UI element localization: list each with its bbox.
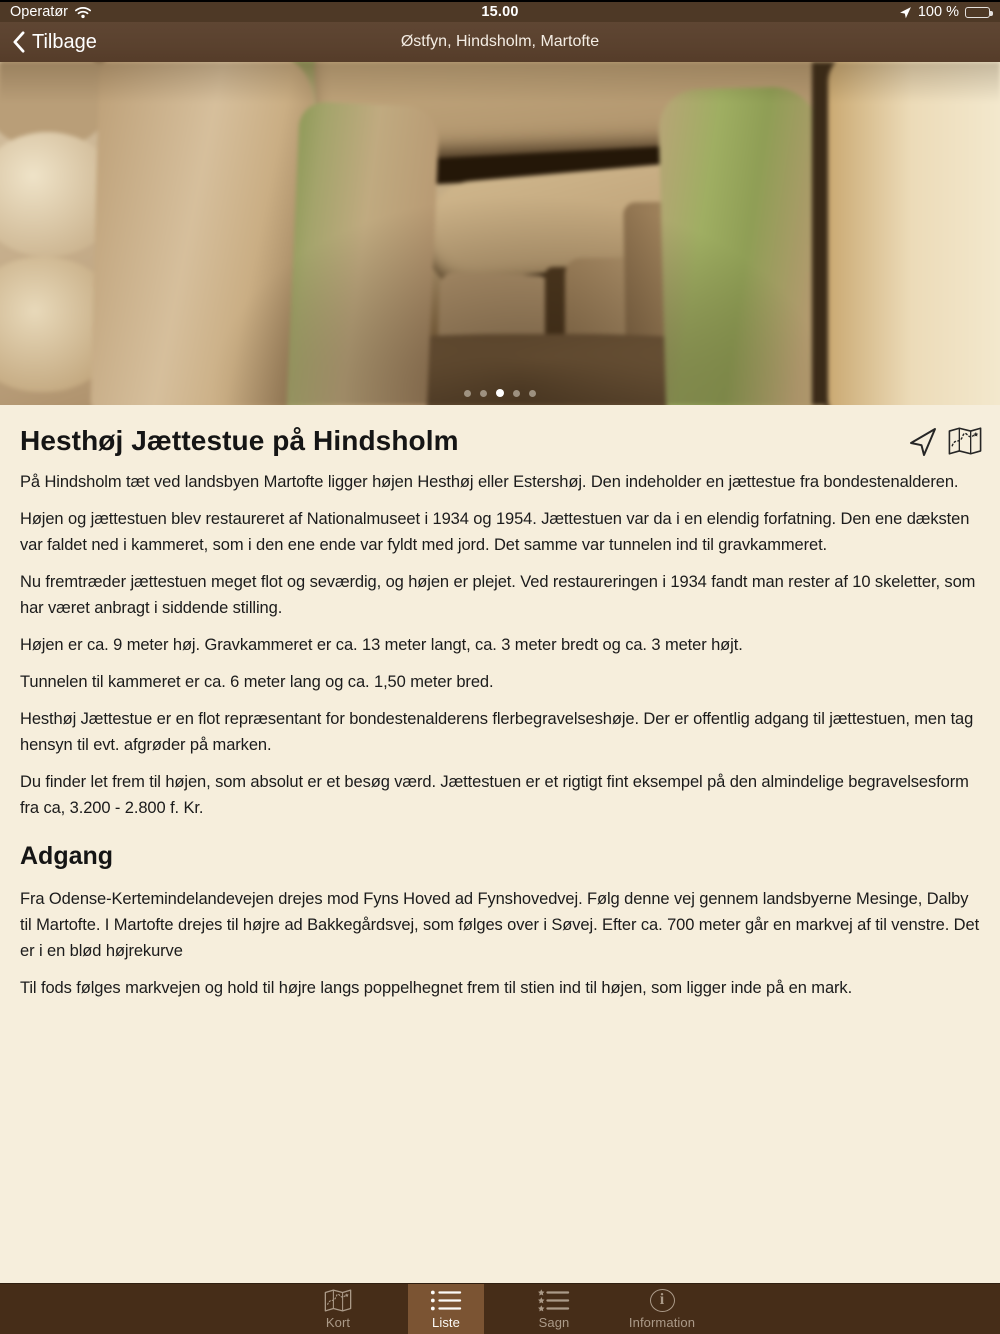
tab-label-kort: Kort	[325, 1315, 351, 1330]
page-dot[interactable]	[513, 390, 520, 397]
photo-carousel[interactable]	[0, 62, 1000, 405]
list-icon	[430, 1289, 462, 1312]
article-paragraph: Hesthøj Jættestue er en flot repræsentant for bondestenalderens flerbegravelseshøje. Der er offentlig adgang til jættestuen, men tag hensyn til evt. afgrøder på marken.	[20, 710, 974, 754]
navigation-bar	[0, 22, 1000, 62]
article-paragraph: Tunnelen til kammeret er ca. 6 meter lang og ca. 1,50 meter bred.	[20, 673, 494, 691]
back-chevron-icon	[12, 31, 25, 53]
page-dot[interactable]	[529, 390, 536, 397]
article-paragraph: Fra Odense-Kertemindelandevejen drejes mod Fyns Hoved ad Fynshovedvej. Følg denne vej gennem landsbyerne Mesinge, Dalby til Martofte. I Martofte drejes til højre ad Bakkegårdsvej, som følges over i Søvej. Efter ca. 700 meter går en markvej af til venstre. Det er i en blød højrekurve	[20, 890, 980, 960]
section-heading-adgang: Adgang	[20, 842, 114, 870]
article-paragraph: Nu fremtræder jættestuen meget flot og seværdig, og højen er plejet. Ved restaureringen i 1934 fandt man rester af 10 skeletter, som har været anbragt i siddende stilling.	[20, 573, 976, 617]
article-title: Hesthøj Jættestue på Hindsholm	[20, 425, 459, 456]
article-paragraph: Højen og jættestuen blev restaureret af Nationalmuseet i 1934 og 1954. Jættestuen var da i en elendig forfatning. Den ene dæksten var faldet ned i kammeret, som i den ene ende var fyldt med jord. Det samme var tunnelen ind til gravkammeret.	[20, 510, 970, 554]
back-label: Tilbage	[32, 30, 97, 53]
article-paragraph: På Hindsholm tæt ved landsbyen Martofte ligger højen Hesthøj eller Estershøj. Den indeholder en jættestue fra bondestenalderen.	[20, 473, 959, 491]
article-paragraph: Du finder let frem til højen, som absolut er et besøg værd. Jættestuen er et rigtigt fint eksempel på den almindelige begravelsesform fra ca, 3.200 - 2.800 f. Kr.	[20, 773, 969, 817]
article-paragraph: Til fods følges markvejen og hold til højre langs poppelhegnet frem til stien ind til højen, som ligger inde på en mark.	[20, 979, 853, 997]
carrier-label: Operatør	[10, 4, 69, 20]
passage-grave-photo	[0, 62, 1000, 405]
tab-liste[interactable]	[408, 1284, 484, 1334]
tab-label-liste: Liste	[432, 1315, 460, 1330]
info-icon: i	[650, 1289, 675, 1312]
page-dot-active[interactable]	[496, 389, 504, 397]
location-arrow-icon	[899, 6, 912, 19]
tab-bar	[0, 1283, 1000, 1334]
tab-kort[interactable]	[300, 1284, 376, 1334]
tab-information[interactable]	[624, 1284, 700, 1334]
tab-sagn[interactable]	[516, 1284, 592, 1334]
article-content	[0, 405, 1000, 1283]
back-button[interactable]	[12, 22, 97, 62]
legend-list-icon	[538, 1289, 570, 1312]
page-dots	[0, 390, 1000, 398]
tab-label-sagn: Sagn	[538, 1315, 570, 1330]
page-dot[interactable]	[464, 390, 471, 397]
map-icon[interactable]	[948, 426, 982, 456]
battery-percent: 100 %	[917, 4, 959, 20]
clock: 15.00	[481, 4, 519, 20]
battery-icon	[965, 7, 990, 18]
article-paragraph: Højen er ca. 9 meter høj. Gravkammeret er ca. 13 meter langt, ca. 3 meter bredt og ca. 3 meter højt.	[20, 636, 743, 654]
directions-arrow-icon[interactable]	[907, 425, 939, 457]
screen-top-edge	[0, 0, 1000, 2]
page-dot[interactable]	[480, 390, 487, 397]
status-bar	[0, 2, 1000, 22]
wifi-icon	[74, 5, 92, 19]
nav-title: Østfyn, Hindsholm, Martofte	[400, 33, 600, 50]
tab-label-information: Information	[628, 1315, 696, 1330]
map-icon	[322, 1289, 354, 1312]
